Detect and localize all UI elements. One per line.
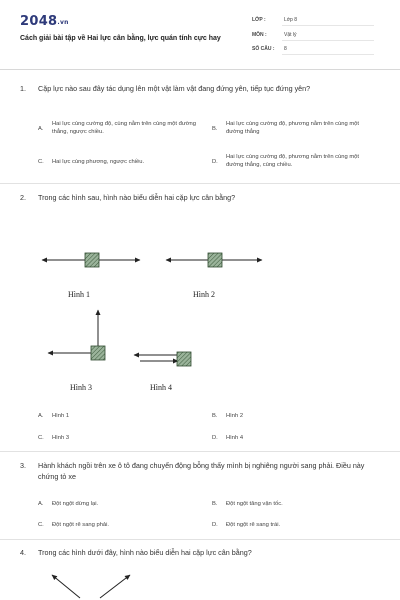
question-number: 4. <box>20 548 26 557</box>
question-number: 3. <box>20 461 26 470</box>
meta-value: Lớp 8 <box>284 17 298 23</box>
option-text: Hình 2 <box>226 413 244 419</box>
option-letter: A. <box>38 126 44 132</box>
option-text: Hình 3 <box>52 435 70 441</box>
logo-suffix: .vn <box>57 19 69 26</box>
meta-value: Vật lý <box>284 32 297 38</box>
option-text: Hai lực cùng cường độ, phương nằm trên cùng một đường thẳng <box>226 121 359 136</box>
option-letter: D. <box>212 522 218 528</box>
meta-value: 8 <box>284 46 287 52</box>
option-text: Đột ngột rẽ sang trái. <box>226 522 281 528</box>
option-letter: B. <box>212 413 218 419</box>
option-letter: B. <box>212 501 218 507</box>
figure-2-caption: Hình 2 <box>193 290 215 299</box>
option-letter: D. <box>212 159 218 165</box>
option-letter: C. <box>38 159 44 165</box>
option-letter: C. <box>38 522 44 528</box>
question-text: Trong các hình dưới đây, hình nào biểu diễn hai cặp lực cân bằng? <box>38 548 252 557</box>
option-text: Đột ngột tăng vận tốc. <box>226 501 283 507</box>
question-number: 1. <box>20 84 26 93</box>
option-text: Hai lực cùng cường độ, cùng nằm trên cùng một đường thẳng, ngược chiều. <box>52 121 196 136</box>
question-text: Trong các hình sau, hình nào biểu diễn hai cặp lực cân bằng? <box>38 193 236 202</box>
option-text: Đột ngột rẽ sang phải. <box>52 522 110 528</box>
page-title: Cách giải bài tập về Hai lực cân bằng, lực quán tính cực hay <box>20 35 221 42</box>
meta-key: SỐ CÂU : <box>252 46 275 52</box>
option-text: Hình 1 <box>52 413 70 419</box>
question-text: Cặp lực nào sau đây tác dụng lên một vật làm vật đang đứng yên, tiếp tục đứng yên? <box>38 84 311 93</box>
option-letter: B. <box>212 126 218 132</box>
option-text: Hai lực cùng phương, ngược chiều. <box>52 159 145 165</box>
meta-key: MÔN : <box>252 32 267 38</box>
question-text: Hành khách ngồi trên xe ô tô đang chuyển động bỗng thấy mình bị nghiêng người sang phải. Điều này chứng tỏ xe <box>38 461 365 481</box>
option-letter: C. <box>38 435 44 441</box>
option-text: Đột ngột dừng lại. <box>52 501 99 507</box>
option-letter: D. <box>212 435 218 441</box>
logo-text: 2048 <box>20 14 58 29</box>
option-letter: A. <box>38 501 44 507</box>
question-number: 2. <box>20 193 26 202</box>
figure-3-caption: Hình 3 <box>70 383 92 392</box>
figure-1-caption: Hình 1 <box>68 290 90 299</box>
option-letter: A. <box>38 413 44 419</box>
option-text: Hình 4 <box>226 435 244 441</box>
meta-key: LỚP : <box>252 17 266 23</box>
option-text: Hai lực cùng cường độ, phương nằm trên cùng một đường thẳng, cùng chiều. <box>226 154 359 169</box>
figure-4-caption: Hình 4 <box>150 383 172 392</box>
